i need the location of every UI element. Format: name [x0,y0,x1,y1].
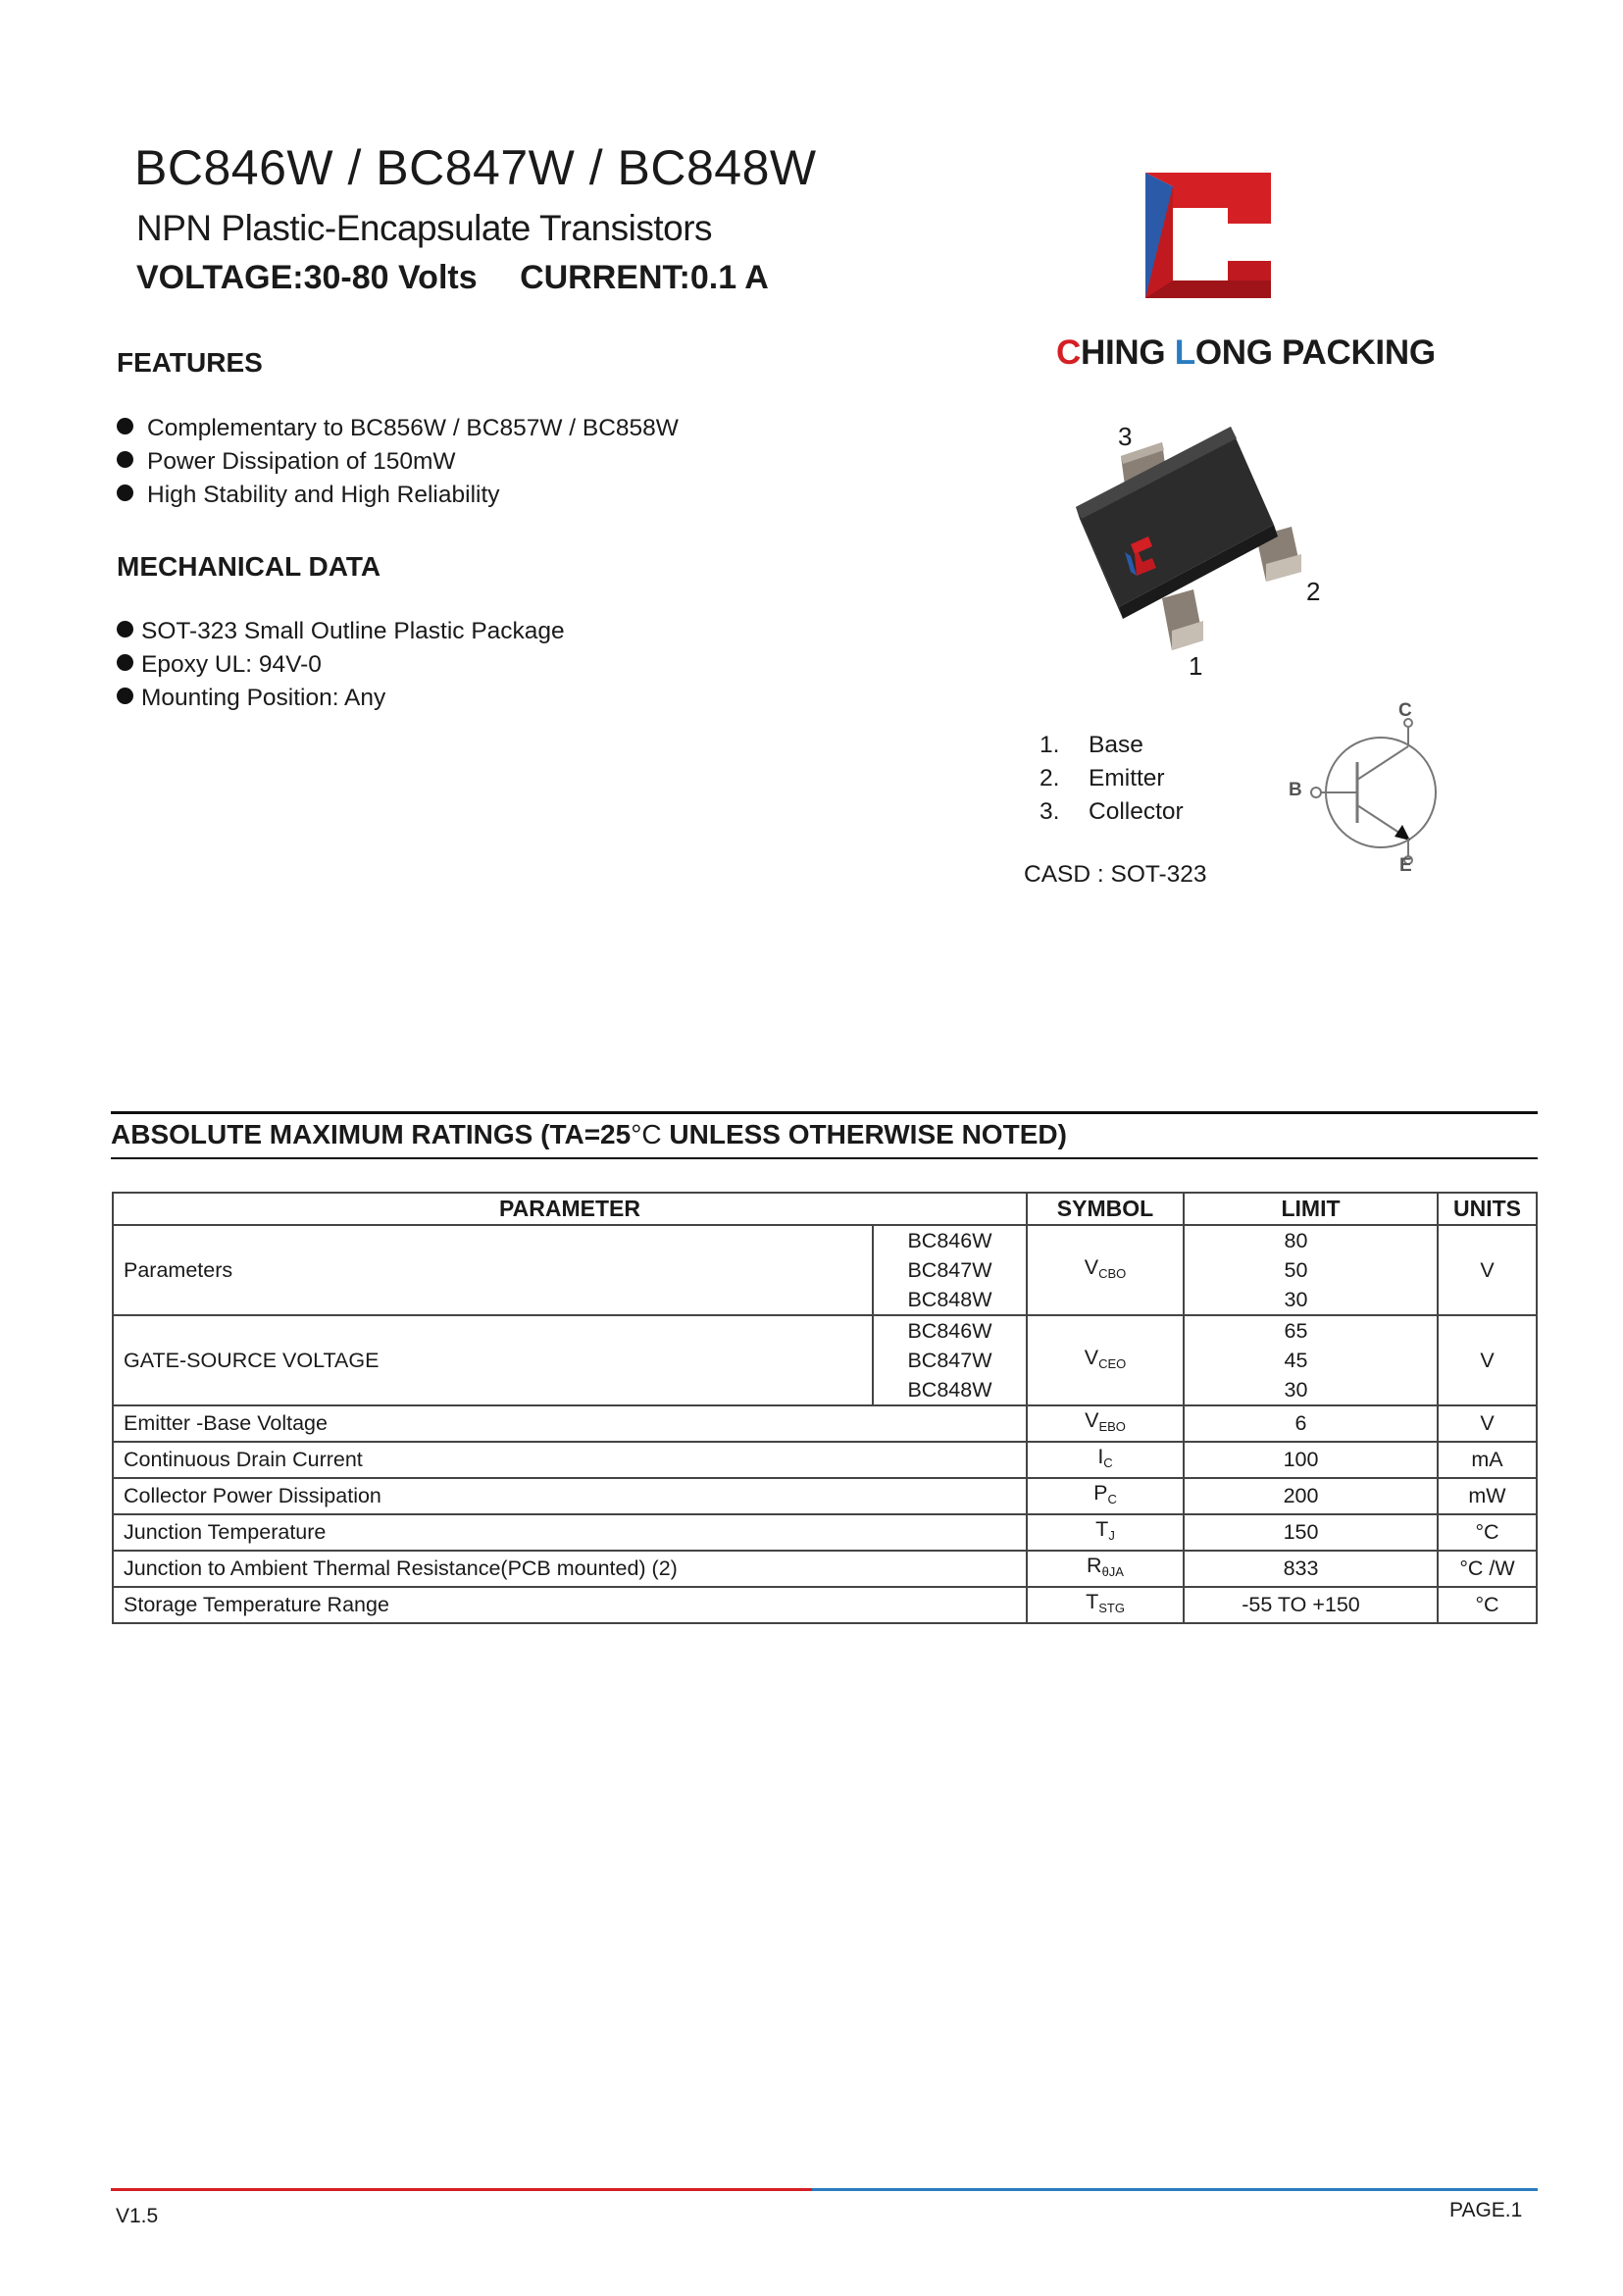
limit-cell: -55 TO +150 [1184,1587,1438,1623]
symbol-sub: CBO [1098,1265,1127,1281]
symbol-main: V [1084,1345,1099,1369]
feature-text: High Stability and High Reliability [147,482,500,508]
footer-page-number: PAGE.1 [1449,2199,1523,2221]
model-name: BC847W [907,1258,992,1282]
column-header-parameter: PARAMETER [113,1193,1027,1225]
symbol-cell [1027,1405,1184,1442]
features-list [117,412,679,512]
symbol-main: V [1085,1408,1099,1432]
symbol-sub: θJA [1101,1564,1124,1579]
limit-cell: 833 [1184,1551,1438,1587]
unit-cell: °C /W [1438,1551,1537,1587]
symbol-sub: J [1108,1528,1115,1543]
model-cell [873,1315,1027,1405]
symbol-main: V [1084,1254,1099,1279]
model-name: BC847W [907,1349,992,1372]
table-row [113,1315,1537,1405]
column-header-limit: LIMIT [1184,1193,1438,1225]
section-rule-bottom [111,1157,1538,1159]
list-item [117,682,565,715]
table-row [113,1405,1537,1442]
list-item [117,445,679,479]
mechanical-text: SOT-323 Small Outline Plastic Package [141,618,565,644]
company-name [1056,333,1436,373]
pin-name: Collector [1089,798,1184,825]
symbol-main: I [1097,1445,1104,1468]
symbol-cell [1027,1315,1184,1405]
pin-name: Base [1089,732,1143,758]
table-row [113,1225,1537,1315]
list-item [1040,762,1184,795]
param-cell: Parameters [113,1225,873,1315]
symbol-sub: C [1107,1492,1117,1506]
limit-cell [1184,1315,1438,1405]
symbol-sub: EBO [1098,1419,1126,1434]
symbol-sub: CEO [1098,1355,1127,1371]
casd-label: CASD : SOT-323 [1024,861,1207,888]
company-logo-icon [1145,173,1271,300]
param-cell: Junction Temperature [113,1514,1027,1551]
bullet-icon [117,654,133,671]
symbol-sub: C [1103,1455,1113,1470]
ratings-title [111,1119,1067,1150]
limit-cell [1184,1225,1438,1315]
bullet-icon [117,621,133,638]
pin-label-3: 3 [1118,422,1133,451]
table-header-row [113,1193,1537,1225]
pin-number: 2. [1040,765,1060,791]
feature-text: Power Dissipation of 150mW [147,448,456,475]
ratings-table [112,1192,1538,1624]
mechanical-heading: MECHANICAL DATA [117,551,381,582]
list-item [1040,795,1184,829]
bullet-icon [117,451,133,468]
model-name: BC846W [907,1229,992,1252]
sot323-package-icon [1064,407,1319,662]
symbol-label-b: B [1289,780,1302,800]
mechanical-list [117,615,565,715]
bullet-icon [117,688,133,704]
table-row [113,1514,1537,1551]
footer-line-red [111,2188,812,2191]
limit-value: 45 [1284,1349,1308,1372]
list-item [117,648,565,682]
document-subtitle: NPN Plastic-Encapsulate Transistors [136,208,713,248]
limit-cell: 200 [1184,1478,1438,1514]
pin-label-1: 1 [1189,651,1203,681]
limit-value: 80 [1284,1229,1308,1252]
unit-cell: mA [1438,1442,1537,1478]
pin-name: Emitter [1089,765,1165,791]
list-item [117,615,565,648]
section-rule-top [111,1111,1538,1114]
limit-value: 50 [1284,1258,1308,1282]
mechanical-text: Mounting Position: Any [141,685,386,711]
unit-cell: V [1438,1225,1537,1315]
features-heading: FEATURES [117,347,263,378]
model-name: BC846W [907,1319,992,1343]
symbol-main: R [1087,1554,1102,1577]
param-cell: Emitter -Base Voltage [113,1405,1027,1442]
param-cell: Storage Temperature Range [113,1587,1027,1623]
symbol-label-c: C [1398,700,1412,721]
limit-cell: 150 [1184,1514,1438,1551]
limit-value: 65 [1284,1319,1308,1343]
limit-value: 30 [1284,1378,1308,1402]
param-cell: Collector Power Dissipation [113,1478,1027,1514]
feature-text: Complementary to BC856W / BC857W / BC858W [147,415,679,441]
company-name-part1: HING [1080,333,1175,372]
model-cell [873,1225,1027,1315]
limit-cell: 100 [1184,1442,1438,1478]
symbol-cell [1027,1587,1184,1623]
unit-cell: V [1438,1405,1537,1442]
document-title: BC846W / BC847W / BC848W [134,140,817,195]
footer-version: V1.5 [116,2205,159,2227]
ratings-title-deg: °C [631,1119,662,1149]
symbol-cell [1027,1225,1184,1315]
symbol-cell [1027,1514,1184,1551]
unit-cell: V [1438,1315,1537,1405]
limit-cell: 6 [1184,1405,1438,1442]
table-row [113,1551,1537,1587]
column-header-units: UNITS [1438,1193,1537,1225]
footer-line-blue [812,2188,1538,2191]
symbol-cell [1027,1442,1184,1478]
list-item [1040,729,1184,762]
voltage-rating: VOLTAGE:30-80 Volts [136,259,478,296]
symbol-main: P [1093,1481,1108,1505]
symbol-sub: STG [1098,1601,1125,1615]
symbol-main: T [1086,1590,1099,1613]
table-row [113,1442,1537,1478]
company-initial-l: L [1174,333,1195,372]
pin-label-2: 2 [1306,577,1321,606]
bullet-icon [117,418,133,434]
model-name: BC848W [907,1378,992,1402]
symbol-label-e: E [1399,855,1412,876]
table-row [113,1587,1537,1623]
param-cell: Continuous Drain Current [113,1442,1027,1478]
model-name: BC848W [907,1288,992,1311]
symbol-main: T [1095,1517,1109,1541]
voltage-current-line [136,259,769,297]
param-cell: Junction to Ambient Thermal Resistance(PCB mounted) (2) [113,1551,1027,1587]
company-initial-c: C [1056,333,1081,372]
table-row [113,1478,1537,1514]
list-item [117,479,679,512]
unit-cell: °C [1438,1514,1537,1551]
unit-cell: mW [1438,1478,1537,1514]
bullet-icon [117,485,133,501]
param-cell: GATE-SOURCE VOLTAGE [113,1315,873,1405]
company-name-part2: ONG PACKING [1194,333,1436,372]
symbol-cell [1027,1551,1184,1587]
unit-cell: °C [1438,1587,1537,1623]
npn-transistor-symbol-icon [1285,701,1461,883]
ratings-title-pre: ABSOLUTE MAXIMUM RATINGS (TA=25 [111,1119,632,1149]
pin-number: 1. [1040,732,1060,758]
limit-value: 30 [1284,1288,1308,1311]
pin-number: 3. [1040,798,1060,825]
symbol-cell [1027,1478,1184,1514]
pin-list [1040,729,1184,829]
list-item [117,412,679,445]
column-header-symbol: SYMBOL [1027,1193,1184,1225]
current-rating: CURRENT:0.1 A [520,259,769,296]
ratings-title-post: UNLESS OTHERWISE NOTED) [661,1119,1067,1149]
mechanical-text: Epoxy UL: 94V-0 [141,651,322,678]
